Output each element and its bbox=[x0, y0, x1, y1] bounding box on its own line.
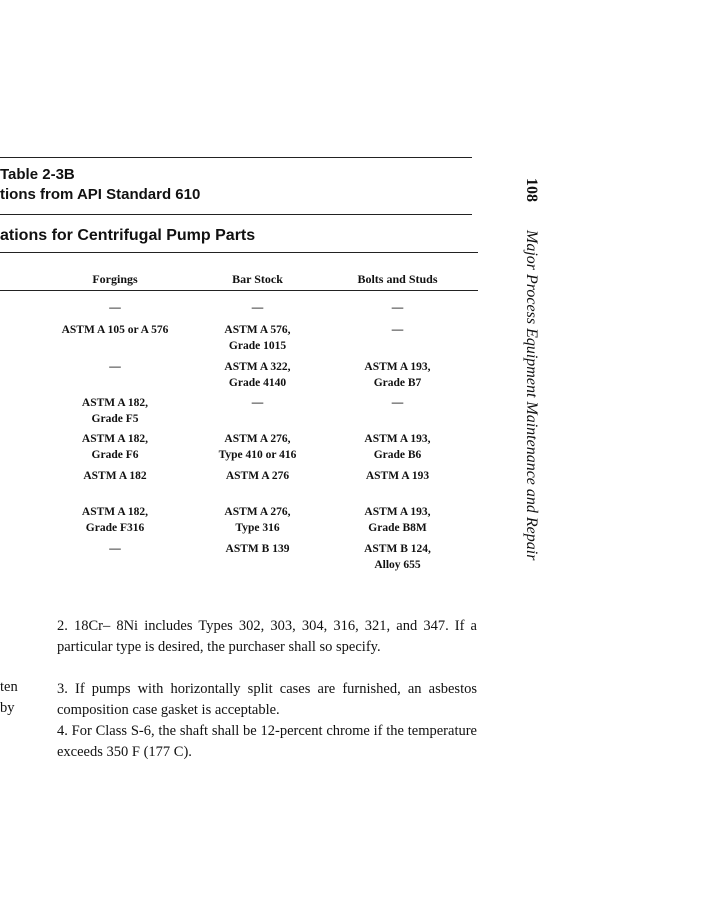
note-3: 3. If pumps with horizontally split cases are furnished, an asbestos composition case gasket is acceptable. bbox=[57, 681, 477, 718]
table-subtitle: ations for Centrifugal Pump Parts bbox=[0, 227, 256, 244]
page-number: 108 bbox=[523, 178, 540, 202]
cell-bar-stock: ASTM A 276 bbox=[225, 470, 290, 482]
table-top-rule bbox=[0, 157, 472, 158]
cell-bar-stock: — bbox=[251, 397, 264, 409]
column-header-bolts-studs: Bolts and Studs bbox=[357, 272, 438, 286]
table-title-rule bbox=[0, 214, 472, 215]
column-header-forgings: Forgings bbox=[92, 272, 138, 286]
cell-forgings: — bbox=[109, 302, 121, 314]
cell-forgings: — bbox=[109, 543, 121, 555]
column-header-bar-stock: Bar Stock bbox=[232, 272, 283, 286]
table-number: Table 2-3B bbox=[0, 166, 75, 183]
cell-bolts-studs: ASTM A 193, Grade B8M bbox=[364, 506, 431, 534]
table-title: tions from API Standard 610 bbox=[0, 186, 201, 203]
cell-bar-stock: ASTM A 576, Grade 1015 bbox=[224, 324, 291, 352]
cell-bolts-studs: — bbox=[391, 302, 404, 314]
cell-forgings: ASTM A 105 or A 576 bbox=[61, 324, 169, 336]
book-title: Major Process Equipment Maintenance and Repair bbox=[523, 230, 540, 561]
cell-bar-stock: — bbox=[251, 302, 264, 314]
left-fragment: ten bbox=[0, 679, 18, 695]
cell-bolts-studs: ASTM A 193 bbox=[365, 470, 430, 482]
column-header-rule bbox=[0, 290, 478, 291]
cell-bolts-studs: — bbox=[391, 397, 404, 409]
cell-bolts-studs: ASTM A 193, Grade B6 bbox=[364, 433, 431, 461]
cell-forgings: — bbox=[109, 361, 121, 373]
cell-bolts-studs: — bbox=[391, 324, 404, 336]
cell-bolts-studs: ASTM A 193, Grade B7 bbox=[364, 361, 431, 389]
cell-forgings: ASTM A 182, Grade F6 bbox=[81, 433, 149, 461]
running-head bbox=[510, 178, 540, 618]
cell-bar-stock: ASTM B 139 bbox=[225, 543, 290, 555]
cell-forgings: ASTM A 182, Grade F316 bbox=[81, 506, 149, 534]
table-subtitle-rule bbox=[0, 252, 478, 253]
cell-bar-stock: ASTM A 276, Type 410 or 416 bbox=[218, 433, 297, 461]
cell-bolts-studs: ASTM B 124, Alloy 655 bbox=[364, 543, 431, 571]
cell-forgings: ASTM A 182 bbox=[83, 470, 147, 482]
cell-bar-stock: ASTM A 276, Type 316 bbox=[224, 506, 291, 534]
note-2: 2. 18Cr– 8Ni includes Types 302, 303, 304, 316, 321, and 347. If a particular type is desired, the purchaser shall so specify. bbox=[57, 618, 477, 655]
cell-forgings: ASTM A 182, Grade F5 bbox=[81, 397, 149, 425]
note-4: 4. For Class S-6, the shaft shall be 12-percent chrome if the temperature exceeds 350 F (177 C). bbox=[57, 723, 477, 760]
cell-bar-stock: ASTM A 322, Grade 4140 bbox=[224, 361, 291, 389]
left-fragment: by bbox=[0, 700, 15, 716]
